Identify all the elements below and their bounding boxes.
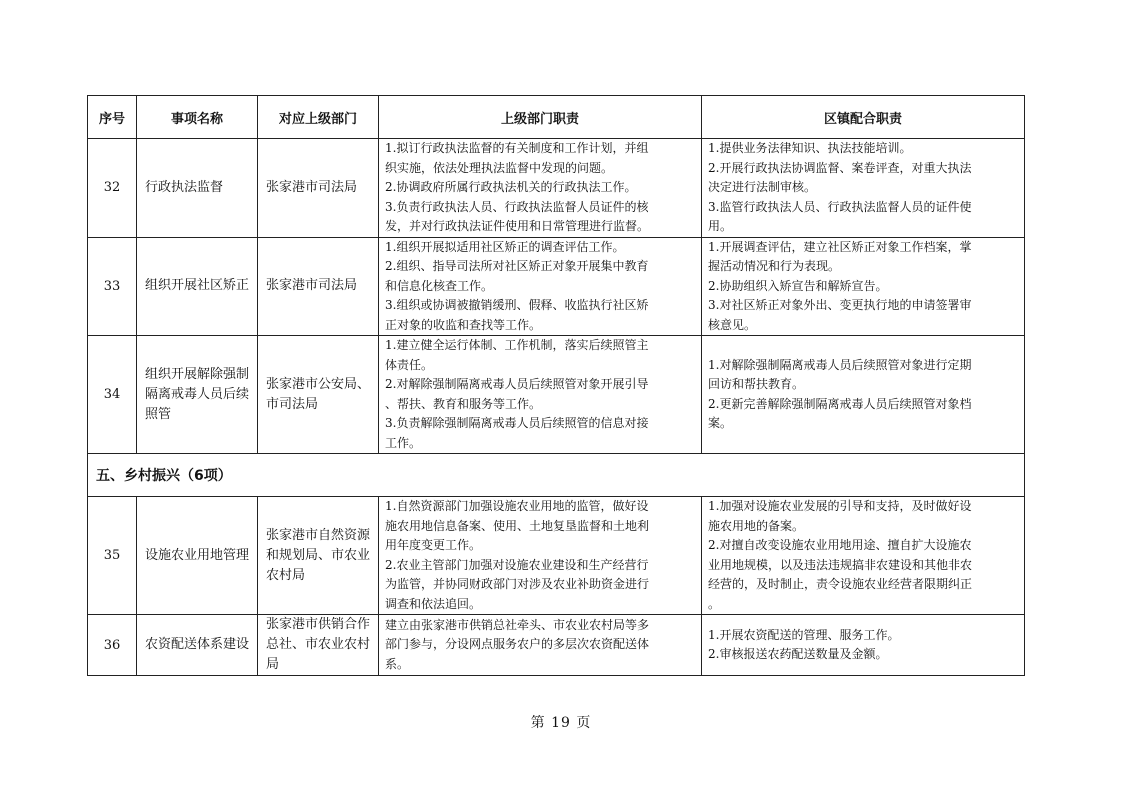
row-seq: 33 [88,237,137,336]
responsibility-table [87,95,1025,676]
duty-line: 1.自然资源部门加强设施农业用地的监管，做好设 [385,499,649,513]
duty-line: 2.对擅自改变设施农业用地用途、擅自扩大设施农 [708,538,972,552]
duty-line: 1.拟订行政执法监督的有关制度和工作计划，并组 [385,141,649,155]
duty-line: 工作。 [385,435,422,450]
duty-line: 体责任。 [385,357,434,372]
duty-line: 1.组织开展拟适用社区矫正的调查评估工作。 [385,239,625,254]
header-local-duties: 区镇配合职责 [702,96,1025,139]
row-upper-duties [379,615,702,676]
duty-line: 1.加强对设施农业发展的引导和支持，及时做好设 [708,499,972,513]
table-row [88,139,1025,238]
section-row [88,454,1025,497]
page-number: 第 19 页 [530,715,592,731]
duty-line: 2.协助组织入矫宣告和解矫宣告。 [708,278,888,293]
duty-line: 3.监管行政执法人员、行政执法监督人员的证件使 [708,199,972,214]
duty-line: 1.对解除强制隔离戒毒人员后续照管对象进行定期 [708,357,972,372]
header-upper-dept: 对应上级部门 [258,96,379,139]
duty-line: 2.农业主管部门加强对设施农业建设和生产经营行 [385,557,649,572]
duty-line: 施农用地信息备案、使用、土地复垦监督和土地利 [385,518,650,533]
duty-line: 核意见。 [708,317,757,332]
row-upper-dept: 张家港市司法局 [258,139,379,238]
row-seq: 34 [88,336,137,454]
header-upper-duties: 上级部门职责 [379,96,702,139]
row-local-duties [702,139,1025,238]
duty-line: 握活动情况和行为表现。 [708,259,841,273]
table-body-a [88,139,1025,454]
duty-line: 为监管，并协同财政部门对涉及农业补助资金进行 [385,577,650,591]
header-seq: 序号 [88,96,137,139]
duty-line: 调查和依法追回。 [385,596,482,611]
duty-line: 和信息化核查工作。 [385,278,494,293]
table-row [88,497,1025,615]
row-upper-dept: 张家港市供销合作总社、市农业农村局 [258,615,379,676]
row-item-name: 设施农业用地管理 [137,497,258,615]
table-row [88,237,1025,336]
duty-line: 3.对社区矫正对象外出、变更执行地的申请签署审 [708,298,972,312]
duty-line: 决定进行法制审核。 [708,180,817,194]
row-upper-dept: 张家港市公安局、市司法局 [258,336,379,454]
duty-line: 1.建立健全运行体制、工作机制，落实后续照管主 [385,338,649,352]
row-local-duties [702,615,1025,676]
row-upper-duties [379,139,702,238]
duty-line: 发，并对行政执法证件使用和日常管理进行监督。 [385,219,650,233]
duty-line: 用年度变更工作。 [385,538,482,552]
section-title: 五、乡村振兴（6项） [88,454,1025,497]
row-seq: 32 [88,139,137,238]
row-upper-duties [379,237,702,336]
duty-line: 1.开展调查评估，建立社区矫正对象工作档案，掌 [708,239,972,254]
row-item-name: 组织开展解除强制隔离戒毒人员后续照管 [137,336,258,454]
duty-line: 建立由张家港市供销总社牵头、市农业农村局等多 [385,617,650,632]
duty-line: 正对象的收监和查找等工作。 [385,317,542,332]
duty-line: 。 [708,596,721,611]
duty-line: 施农用地的备案。 [708,518,805,533]
row-upper-dept: 张家港市司法局 [258,237,379,336]
row-item-name: 农资配送体系建设 [137,615,258,676]
duty-line: 系。 [385,656,410,671]
row-item-name: 行政执法监督 [137,139,258,238]
duty-line: 3.组织或协调被撤销缓刑、假释、收监执行社区矫 [385,298,649,312]
duty-line: 经营的，及时制止，责令设施农业经营者限期纠正 [708,577,973,591]
row-local-duties [702,336,1025,454]
row-upper-duties [379,336,702,454]
duty-line: 织实施，依法处理执法监督中发现的问题。 [385,160,614,175]
duty-line: 2.协调政府所属行政执法机关的行政执法工作。 [385,180,637,194]
duty-line: 、帮扶、教育和服务等工作。 [385,396,542,411]
duty-line: 业用地规模，以及违法违规搞非农建设和其他非农 [708,557,973,572]
row-upper-dept: 张家港市自然资源和规划局、市农业农村局 [258,497,379,615]
table-header-row [88,96,1025,139]
duty-line: 2.审核报送农药配送数量及金额。 [708,647,888,661]
row-item-name: 组织开展社区矫正 [137,237,258,336]
row-local-duties [702,497,1025,615]
table-row [88,336,1025,454]
duty-line: 2.对解除强制隔离戒毒人员后续照管对象开展引导 [385,377,649,391]
table-row [88,615,1025,676]
table-body-b [88,497,1025,676]
responsibility-table-page [87,95,1024,676]
duty-line: 2.组织、指导司法所对社区矫正对象开展集中教育 [385,259,649,273]
duty-line: 2.开展行政执法协调监督、案卷评查，对重大执法 [708,160,972,175]
duty-line: 回访和帮扶教育。 [708,377,805,391]
duty-line: 2.更新完善解除强制隔离戒毒人员后续照管对象档 [708,396,972,411]
duty-line: 1.开展农资配送的管理、服务工作。 [708,627,900,642]
duty-line: 3.负责解除强制隔离戒毒人员后续照管的信息对接 [385,416,649,430]
row-seq: 35 [88,497,137,615]
duty-line: 部门参与，分设网点服务农户的多层次农资配送体 [385,637,650,652]
row-seq: 36 [88,615,137,676]
row-local-duties [702,237,1025,336]
duty-line: 用。 [708,219,733,233]
duty-line: 案。 [708,416,733,430]
header-item-name: 事项名称 [137,96,258,139]
duty-line: 3.负责行政执法人员、行政执法监督人员证件的核 [385,199,649,214]
row-upper-duties [379,497,702,615]
duty-line: 1.提供业务法律知识、执法技能培训。 [708,141,912,155]
